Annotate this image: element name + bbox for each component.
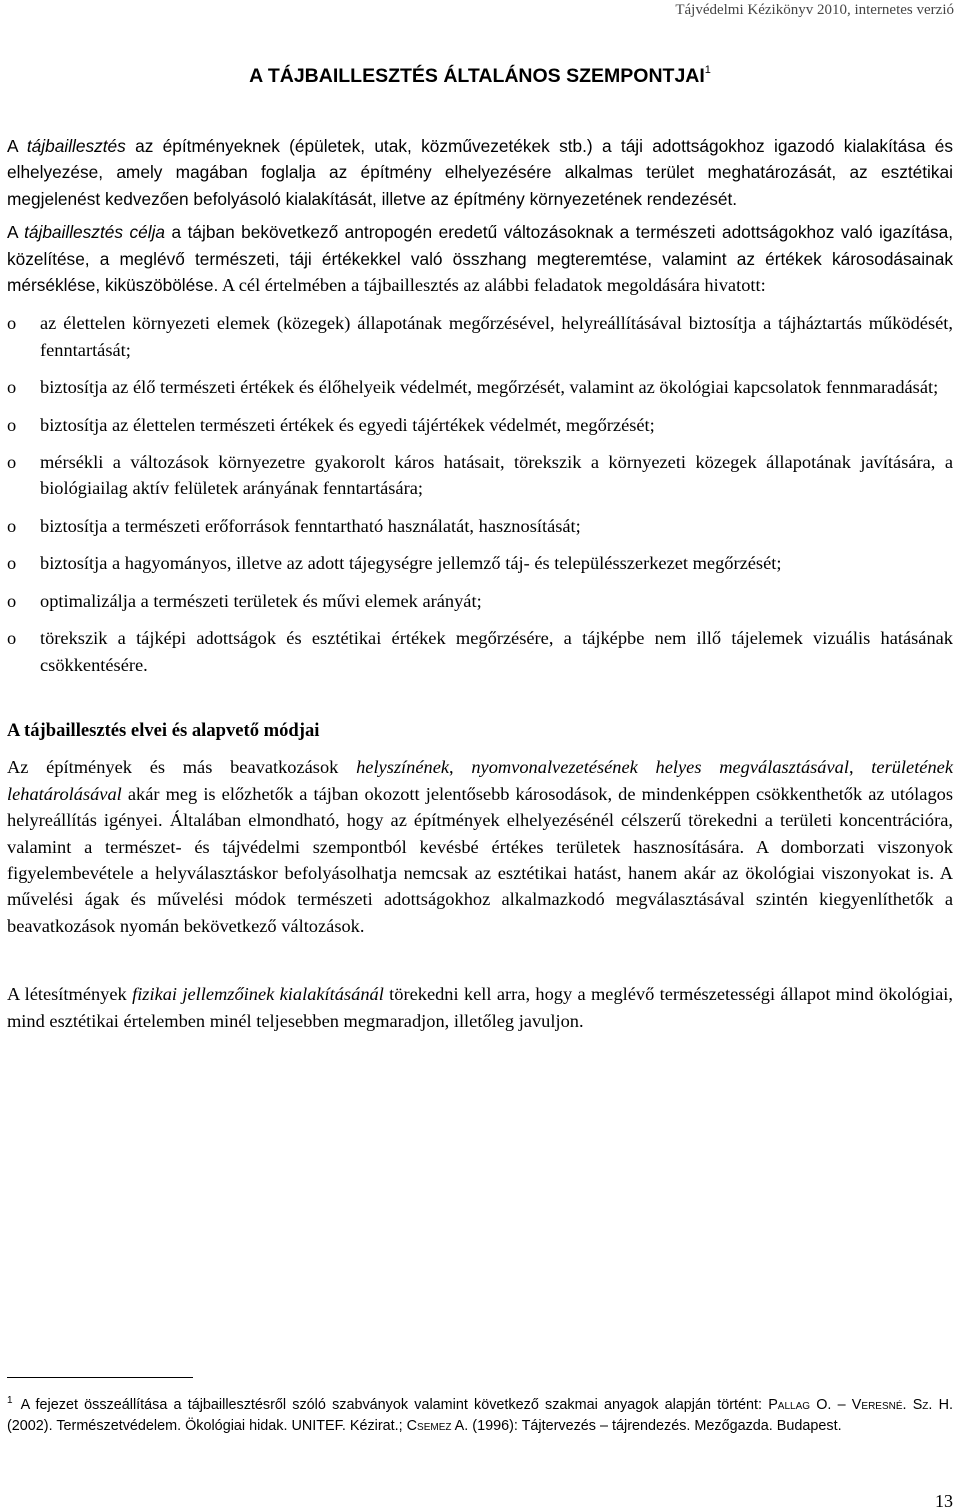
list-item-text: biztosítja a hagyományos, illetve az adott tájegységre jellemző táj- és településszerkezet megőrzését; xyxy=(40,553,782,574)
running-header: Tájvédelmi Kézikönyv 2010, internetes verzió xyxy=(675,2,954,18)
principles-paragraph: Az építmények és más beavatkozások helyszínének, nyomvonalvezetésének helyes megválasztásával, területének lehatárolásával akár meg is előzhetők a tájban okozott jelentősebb károsodások, de mindenképpen csökkenthetők az utólagos helyreállítás igényei. Általában elmondható, hogy az építmények elhelyezésénél célszerű törekedni a területi koncentrációra, valamint a természet- és tájvédelmi szempontból kevésbé értékes területek hasznosítására. A domborzati viszonyok figyelembevétele a helyválasztáskor befolyásolhatja nemcsak az esztétikai hatást, hanem akár az ökológiai viszonyokat is. A művelési ágak és művelési módok természeti adottságokhoz alkalmazkodó megválasztásával szintén kiegyenlíthetők a beavatkozások nyomán bekövetkező változások. xyxy=(7,757,953,936)
list-item xyxy=(7,374,953,400)
bullet-icon: o xyxy=(7,515,17,536)
list-item xyxy=(7,310,953,363)
footnote-marker: 1 xyxy=(7,1395,13,1406)
list-item-text: optimalizálja a természeti területek és művi elemek arányát; xyxy=(40,590,482,611)
list-item-text: az élettelen környezeti elemek (közegek) állapotának megőrzésével, helyreállításával biztosítja a tájháztartás működését, fenntartását; xyxy=(40,313,953,360)
page-number: 13 xyxy=(935,1491,953,1511)
bullet-icon: o xyxy=(7,452,17,473)
list-item xyxy=(7,625,953,678)
goal-term: tájbaillesztés célja xyxy=(24,222,166,243)
list-item xyxy=(7,588,953,614)
bullet-icon: o xyxy=(7,628,17,649)
bullet-icon: o xyxy=(7,313,17,334)
intro-lead: A xyxy=(7,136,27,156)
bullet-icon: o xyxy=(7,590,17,611)
list-item-text: biztosítja az élő természeti értékek és élőhelyeik védelmét, megőrzését, valamint az ökológiai kapcsolatok fennmaradását; xyxy=(40,377,939,398)
physical-features-paragraph: A létesítmények fizikai jellemzőinek kialakításánál törekedni kell arra, hogy a meglévő természetességi állapot mind ökológiai, mind esztétikai értelemben minél teljesebben megmaradjon, illetőleg javuljon. xyxy=(7,984,953,1031)
list-item xyxy=(7,550,953,576)
body-text xyxy=(7,133,953,1034)
footnote-author: Pallag O. – Veresné. Sz. H. xyxy=(768,1397,953,1413)
intro-rest: az építményeknek (épületek, utak, közművezetékek stb.) a táji adottságokhoz igazodó kialakítása és elhelyezése, amely magában foglalja az építmény elhelyezésére alkalmas terület meghatározását, az esztétikai megjelenést kedvezően befolyásoló kialakítását, illetve az építmény környezetének rendezését. xyxy=(7,136,953,209)
list-item-text: biztosítja a természeti erőforrások fenntartható használatát, hasznosítását; xyxy=(40,515,581,536)
task-list xyxy=(7,310,953,677)
footnote: $^1$ A fejezet összeállítása a tájbaillesztésről szóló szabványok valamint következő szakmai anyagok alapján történt: Pallag O. – Veresné. Sz. H. (2002). Természetvédelem. Ökológiai hidak. UNITEF. Kézirat.; Csemez A. (1996): Tájtervezés – tájrendezés. Mezőgazda. Budapest. xyxy=(7,1395,953,1434)
list-item-text: biztosítja az élettelen természeti értékek és egyedi tájértékek védelmét, megőrzését; xyxy=(40,414,655,435)
chapter-title-text: A TÁJBAILLESZTÉS ÁLTALÁNOS SZEMPONTJAI xyxy=(249,65,705,87)
intro-term: tájbaillesztés xyxy=(26,136,126,156)
chapter-title xyxy=(0,55,960,91)
list-item-text: mérsékli a változások környezetre gyakorolt káros hatásait, törekszik a környezeti közegek állapotának javítására, a biológiailag aktív felületek arányának fenntartására; xyxy=(40,452,953,499)
list-item-text: törekszik a tájképi adottságok és esztétikai értékek megőrzésére, a tájképbe nem illő tájelemek vizuális hatásának csökkentésére. xyxy=(40,628,953,675)
bullet-icon: o xyxy=(7,553,17,574)
list-item xyxy=(7,449,953,502)
goal-paragraph xyxy=(7,219,953,298)
bullet-icon: o xyxy=(7,377,17,398)
list-item xyxy=(7,513,953,539)
intro-paragraph xyxy=(7,133,953,212)
goal-lead: A xyxy=(7,222,25,243)
list-item xyxy=(7,412,953,438)
bullet-icon: o xyxy=(7,414,17,435)
goal-text: a tájban bekövetkező antropogén eredetű változásoknak a természeti adottságokhoz való igazítása, közelítése, a meglévő természeti, táji értékekkel való összhang megteremtése, valamint az értékek károsodásainak mérséklése, kiküszöbölése. xyxy=(7,222,954,296)
footnote-reference[interactable]: 1 xyxy=(704,64,711,76)
footnote-author: Csemez A. xyxy=(406,1417,469,1434)
footnote-divider xyxy=(7,1377,193,1378)
goal-tail: A cél értelmében a tájbaillesztés az alábbi feladatok megoldására hivatott: xyxy=(218,275,766,296)
section-heading: A tájbaillesztés elvei és alapvető módjai xyxy=(7,719,320,741)
